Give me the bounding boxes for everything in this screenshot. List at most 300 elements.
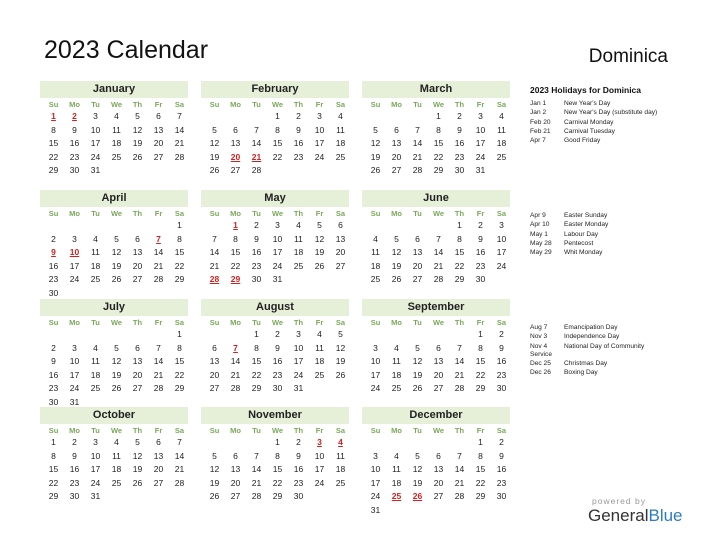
month-october	[40, 407, 188, 504]
empty-cell	[204, 219, 225, 233]
day-cell: 17	[272, 247, 283, 258]
day-cell: 12	[111, 356, 122, 367]
month-grid	[43, 424, 188, 504]
holiday-date: Feb 21	[530, 127, 551, 135]
empty-cell	[428, 219, 449, 233]
weekday-label: Th	[132, 209, 143, 218]
month-grid	[365, 424, 510, 518]
day-cell: 29	[48, 165, 59, 176]
day-cell: 5	[394, 233, 399, 244]
weekday-label: Th	[454, 100, 465, 109]
holiday-date: May 29	[530, 249, 552, 257]
month-february	[201, 81, 349, 178]
holiday-name: Whit Monday	[564, 249, 603, 257]
weekday-label: Mo	[69, 209, 80, 218]
weekday-label: Sa	[174, 209, 185, 218]
day-cell: 22	[454, 260, 465, 271]
day-cell: 30	[48, 396, 59, 407]
day-cell: 13	[391, 138, 402, 149]
day-cell: 19	[370, 151, 381, 162]
weekday-label: Fr	[476, 318, 485, 327]
day-cell: 21	[153, 260, 164, 271]
day-cell: 21	[230, 369, 241, 380]
day-cell: 18	[335, 138, 346, 149]
day-cell: 8	[275, 124, 280, 135]
day-cell: 5	[415, 342, 420, 353]
day-cell: 5	[373, 124, 378, 135]
holiday-row	[530, 108, 700, 117]
empty-cell	[365, 328, 386, 342]
weekday-label: Sa	[174, 426, 185, 435]
day-cell: 4	[338, 111, 343, 121]
day-cell: 6	[436, 450, 441, 461]
holiday-date: Dec 25	[530, 360, 551, 368]
day-cell: 27	[412, 274, 423, 285]
month-header: April	[40, 190, 188, 207]
day-cell: 31	[272, 274, 283, 285]
day-cell: 30	[454, 165, 465, 176]
day-cell: 17	[293, 356, 304, 367]
day-cell: 25	[111, 477, 122, 488]
month-grid	[204, 424, 349, 504]
month-header: June	[362, 190, 510, 207]
day-cell: 28	[153, 383, 164, 394]
weekday-label: Th	[293, 209, 304, 218]
day-cell: 21	[174, 138, 185, 149]
month-header: January	[40, 81, 188, 98]
day-cell: 9	[499, 450, 504, 461]
day-cell: 6	[394, 124, 399, 135]
empty-cell	[204, 436, 225, 450]
day-cell: 21	[433, 260, 444, 271]
day-cell: 17	[370, 477, 381, 488]
day-cell: 3	[72, 233, 77, 244]
weekday-label: Tu	[413, 209, 422, 218]
day-cell: 30	[496, 383, 507, 394]
day-cell: 2	[51, 342, 56, 353]
weekday-label: We	[271, 209, 284, 218]
day-cell: 4	[114, 111, 119, 121]
day-cell: 12	[132, 450, 143, 461]
day-cell: 19	[335, 356, 346, 367]
day-cell: 1	[436, 111, 441, 121]
day-cell: 20	[153, 138, 164, 149]
weekday-label: Su	[209, 209, 220, 218]
day-cell: 5	[338, 329, 343, 339]
day-cell: 29	[475, 383, 486, 394]
empty-cell	[106, 328, 127, 342]
day-cell: 25	[335, 151, 346, 162]
holiday-name: Pentecost	[564, 239, 594, 247]
day-cell: 11	[112, 450, 121, 461]
day-cell: 24	[370, 383, 381, 394]
day-cell: 8	[457, 233, 462, 244]
day-cell: 4	[373, 233, 378, 244]
day-cell: 16	[251, 247, 262, 258]
day-cell: 3	[373, 450, 378, 461]
day-cell: 29	[272, 491, 283, 502]
weekday-label: Sa	[496, 209, 507, 218]
day-cell: 31	[293, 383, 304, 394]
month-grid	[365, 207, 510, 287]
day-cell: 8	[51, 124, 56, 135]
day-cell: 22	[48, 151, 59, 162]
day-cell: 14	[251, 464, 262, 475]
day-cell: 28	[153, 274, 164, 285]
weekday-label: Th	[132, 100, 143, 109]
holiday-day: 29	[230, 274, 241, 285]
holiday-name: Christmas Day	[564, 360, 608, 368]
weekday-label: We	[432, 318, 445, 327]
day-cell: 23	[475, 260, 486, 271]
day-cell: 24	[69, 274, 80, 285]
day-cell: 14	[209, 247, 220, 258]
day-cell: 15	[475, 356, 486, 367]
weekday-label: Mo	[391, 209, 402, 218]
day-cell: 17	[314, 138, 325, 149]
day-cell: 23	[272, 369, 283, 380]
weekday-label: Fr	[154, 318, 163, 327]
day-cell: 7	[457, 342, 462, 353]
empty-cell	[428, 328, 449, 342]
day-cell: 20	[153, 464, 164, 475]
holiday-list	[530, 211, 700, 257]
day-cell: 9	[254, 233, 259, 244]
day-cell: 31	[90, 165, 101, 176]
day-cell: 16	[496, 464, 507, 475]
day-cell: 8	[275, 450, 280, 461]
holiday-day: 2	[72, 111, 77, 121]
empty-cell	[386, 110, 407, 124]
holiday-name: Carnival Monday	[564, 118, 614, 126]
day-cell: 9	[296, 450, 301, 461]
day-cell: 23	[69, 151, 80, 162]
holiday-date: Aug 7	[530, 324, 548, 331]
day-cell: 12	[132, 124, 143, 135]
day-cell: 14	[174, 124, 185, 135]
weekday-label: Sa	[335, 426, 346, 435]
day-cell: 18	[496, 138, 507, 149]
day-cell: 9	[457, 124, 462, 135]
empty-cell	[225, 436, 246, 450]
day-cell: 20	[391, 151, 402, 162]
weekday-label: Th	[293, 426, 304, 435]
holiday-day: 10	[69, 247, 80, 258]
month-header: August	[201, 299, 349, 316]
empty-cell	[127, 219, 148, 233]
day-cell: 30	[48, 287, 59, 298]
month-header: November	[201, 407, 349, 424]
day-cell: 20	[433, 477, 444, 488]
empty-cell	[106, 219, 127, 233]
holiday-day: 1	[233, 220, 238, 230]
day-cell: 23	[454, 151, 465, 162]
day-cell: 7	[156, 342, 161, 353]
day-cell: 6	[135, 342, 140, 353]
weekday-label: We	[432, 426, 445, 435]
day-cell: 13	[132, 247, 143, 258]
month-header: March	[362, 81, 510, 98]
holiday-row	[530, 220, 700, 229]
empty-cell	[64, 219, 85, 233]
month-header: October	[40, 407, 188, 424]
holiday-day: 1	[51, 111, 56, 121]
day-cell: 9	[275, 342, 280, 353]
day-cell: 29	[475, 491, 486, 502]
weekday-label: Fr	[476, 209, 485, 218]
day-cell: 14	[153, 356, 164, 367]
weekday-label: Fr	[154, 100, 163, 109]
weekday-label: Tu	[413, 318, 422, 327]
weekday-label: Sa	[335, 318, 346, 327]
holiday-day: 28	[209, 274, 220, 285]
day-cell: 12	[370, 138, 381, 149]
day-cell: 19	[209, 477, 220, 488]
day-cell: 28	[174, 477, 185, 488]
day-cell: 11	[336, 450, 345, 461]
month-header: September	[362, 299, 510, 316]
day-cell: 17	[69, 369, 80, 380]
month-header: February	[201, 81, 349, 98]
weekday-label: We	[432, 100, 445, 109]
day-cell: 3	[275, 220, 280, 230]
day-cell: 31	[370, 504, 381, 515]
empty-cell	[43, 219, 64, 233]
day-cell: 11	[371, 247, 380, 258]
day-cell: 20	[209, 369, 220, 380]
day-cell: 29	[251, 383, 262, 394]
weekday-label: Sa	[496, 100, 507, 109]
day-cell: 17	[475, 138, 486, 149]
day-cell: 22	[230, 260, 241, 271]
day-cell: 25	[111, 151, 122, 162]
day-cell: 1	[254, 329, 259, 339]
day-cell: 14	[251, 138, 262, 149]
day-cell: 16	[293, 138, 304, 149]
day-cell: 4	[93, 342, 98, 353]
holiday-name: Boxing Day	[564, 369, 598, 377]
day-cell: 19	[412, 369, 423, 380]
weekday-label: Su	[370, 100, 381, 109]
holiday-name: Good Friday	[564, 137, 601, 145]
day-cell: 3	[93, 111, 98, 121]
empty-cell	[225, 328, 246, 342]
day-cell: 19	[111, 369, 122, 380]
day-cell: 4	[114, 437, 119, 447]
day-cell: 14	[230, 356, 241, 367]
holiday-date: Jan 2	[530, 109, 547, 117]
day-cell: 31	[69, 396, 80, 407]
day-cell: 14	[454, 464, 465, 475]
weekday-label: Mo	[230, 426, 241, 435]
day-cell: 1	[177, 220, 182, 230]
day-cell: 3	[296, 329, 301, 339]
day-cell: 25	[335, 477, 346, 488]
day-cell: 25	[496, 151, 507, 162]
weekday-label: Tu	[91, 426, 100, 435]
weekday-label: Su	[370, 209, 381, 218]
brand-blue: Blue	[648, 506, 683, 525]
day-cell: 21	[454, 369, 465, 380]
day-cell: 5	[114, 233, 119, 244]
day-cell: 15	[272, 138, 283, 149]
weekday-label: Mo	[69, 426, 80, 435]
day-cell: 15	[230, 247, 241, 258]
day-cell: 2	[72, 437, 77, 447]
day-cell: 20	[132, 260, 143, 271]
month-august	[201, 299, 349, 396]
day-cell: 14	[174, 450, 185, 461]
day-cell: 8	[436, 124, 441, 135]
day-cell: 21	[454, 477, 465, 488]
day-cell: 29	[174, 383, 185, 394]
day-cell: 23	[293, 477, 304, 488]
empty-cell	[148, 219, 169, 233]
day-cell: 28	[454, 383, 465, 394]
holiday-date: Jan 1	[530, 100, 547, 107]
day-cell: 4	[499, 111, 504, 121]
weekday-label: Sa	[496, 426, 507, 435]
day-cell: 6	[156, 111, 161, 121]
weekday-label: Mo	[69, 318, 80, 327]
day-cell: 13	[335, 233, 346, 244]
day-cell: 13	[153, 450, 164, 461]
holiday-row	[530, 136, 700, 145]
month-april	[40, 190, 188, 301]
day-cell: 19	[391, 260, 402, 271]
day-cell: 10	[370, 464, 381, 475]
day-cell: 30	[293, 491, 304, 502]
day-cell: 18	[391, 477, 402, 488]
holiday-name: Carnival Tuesday	[564, 127, 615, 135]
weekday-label: Sa	[496, 318, 507, 327]
weekday-label: Su	[370, 426, 381, 435]
weekday-label: Su	[209, 318, 220, 327]
day-cell: 30	[475, 274, 486, 285]
day-cell: 2	[499, 329, 504, 339]
holiday-name: Emancipation Day	[564, 324, 618, 331]
day-cell: 24	[496, 260, 507, 271]
day-cell: 28	[454, 491, 465, 502]
day-cell: 2	[457, 111, 462, 121]
day-cell: 16	[69, 464, 80, 475]
day-cell: 22	[475, 477, 486, 488]
day-cell: 27	[132, 383, 143, 394]
day-cell: 28	[230, 383, 241, 394]
day-cell: 31	[90, 491, 101, 502]
weekday-label: Tu	[91, 209, 100, 218]
holiday-day: 21	[251, 151, 262, 162]
weekday-label: Sa	[335, 209, 346, 218]
month-grid	[365, 316, 510, 396]
day-cell: 6	[338, 220, 343, 230]
weekday-label: Th	[132, 426, 143, 435]
day-cell: 28	[251, 491, 262, 502]
day-cell: 23	[496, 369, 507, 380]
month-grid	[204, 207, 349, 287]
holiday-date: Apr 7	[530, 137, 546, 145]
day-cell: 23	[496, 477, 507, 488]
day-cell: 17	[370, 369, 381, 380]
day-cell: 13	[230, 138, 241, 149]
day-cell: 27	[230, 491, 241, 502]
day-cell: 1	[457, 220, 462, 230]
day-cell: 3	[317, 111, 322, 121]
day-cell: 18	[314, 356, 325, 367]
day-cell: 18	[90, 260, 101, 271]
day-cell: 1	[478, 329, 483, 339]
month-header: July	[40, 299, 188, 316]
day-cell: 11	[91, 247, 100, 258]
day-cell: 8	[177, 233, 182, 244]
day-cell: 28	[251, 165, 262, 176]
day-cell: 27	[153, 151, 164, 162]
day-cell: 14	[412, 138, 423, 149]
day-cell: 26	[111, 274, 122, 285]
month-header: December	[362, 407, 510, 424]
holiday-day: 7	[156, 233, 161, 244]
holiday-date: Feb 20	[530, 118, 551, 126]
day-cell: 10	[370, 356, 381, 367]
day-cell: 25	[90, 274, 101, 285]
day-cell: 4	[296, 220, 301, 230]
day-cell: 1	[275, 437, 280, 447]
weekday-label: Tu	[413, 100, 422, 109]
day-cell: 26	[412, 383, 423, 394]
weekday-label: Fr	[315, 209, 324, 218]
holiday-day: 7	[233, 342, 238, 353]
day-cell: 5	[135, 111, 140, 121]
day-cell: 29	[174, 274, 185, 285]
day-cell: 21	[412, 151, 423, 162]
empty-cell	[449, 436, 470, 450]
empty-cell	[407, 110, 428, 124]
day-cell: 24	[314, 477, 325, 488]
holiday-date: May 1	[530, 230, 548, 238]
empty-cell	[64, 328, 85, 342]
day-cell: 16	[454, 138, 465, 149]
day-cell: 29	[454, 274, 465, 285]
weekday-label: Su	[48, 100, 59, 109]
page-title: 2023 Calendar	[44, 36, 209, 64]
month-january	[40, 81, 188, 178]
holiday-list	[530, 99, 700, 145]
day-cell: 19	[132, 138, 143, 149]
weekday-label: We	[271, 426, 284, 435]
holiday-day: 20	[230, 151, 241, 162]
holiday-name: New Year's Day (substitute day)	[564, 109, 658, 117]
holiday-name: National Day of Community	[564, 342, 645, 350]
weekday-label: Fr	[315, 426, 324, 435]
day-cell: 26	[391, 274, 402, 285]
day-cell: 26	[132, 151, 143, 162]
month-july	[40, 299, 188, 410]
holidays-title: 2023 Holidays for Dominica	[530, 85, 642, 95]
weekday-label: Tu	[413, 426, 422, 435]
day-cell: 16	[272, 356, 283, 367]
empty-cell	[386, 436, 407, 450]
month-grid	[204, 98, 349, 178]
weekday-label: Su	[48, 426, 59, 435]
generalblue-logo[interactable]	[588, 506, 683, 526]
day-cell: 29	[48, 491, 59, 502]
holiday-date: Nov 3	[530, 333, 548, 341]
day-cell: 10	[496, 233, 507, 244]
weekday-label: Mo	[391, 426, 402, 435]
day-cell: 10	[90, 450, 101, 461]
weekday-label: Fr	[315, 100, 324, 109]
month-september	[362, 299, 510, 396]
